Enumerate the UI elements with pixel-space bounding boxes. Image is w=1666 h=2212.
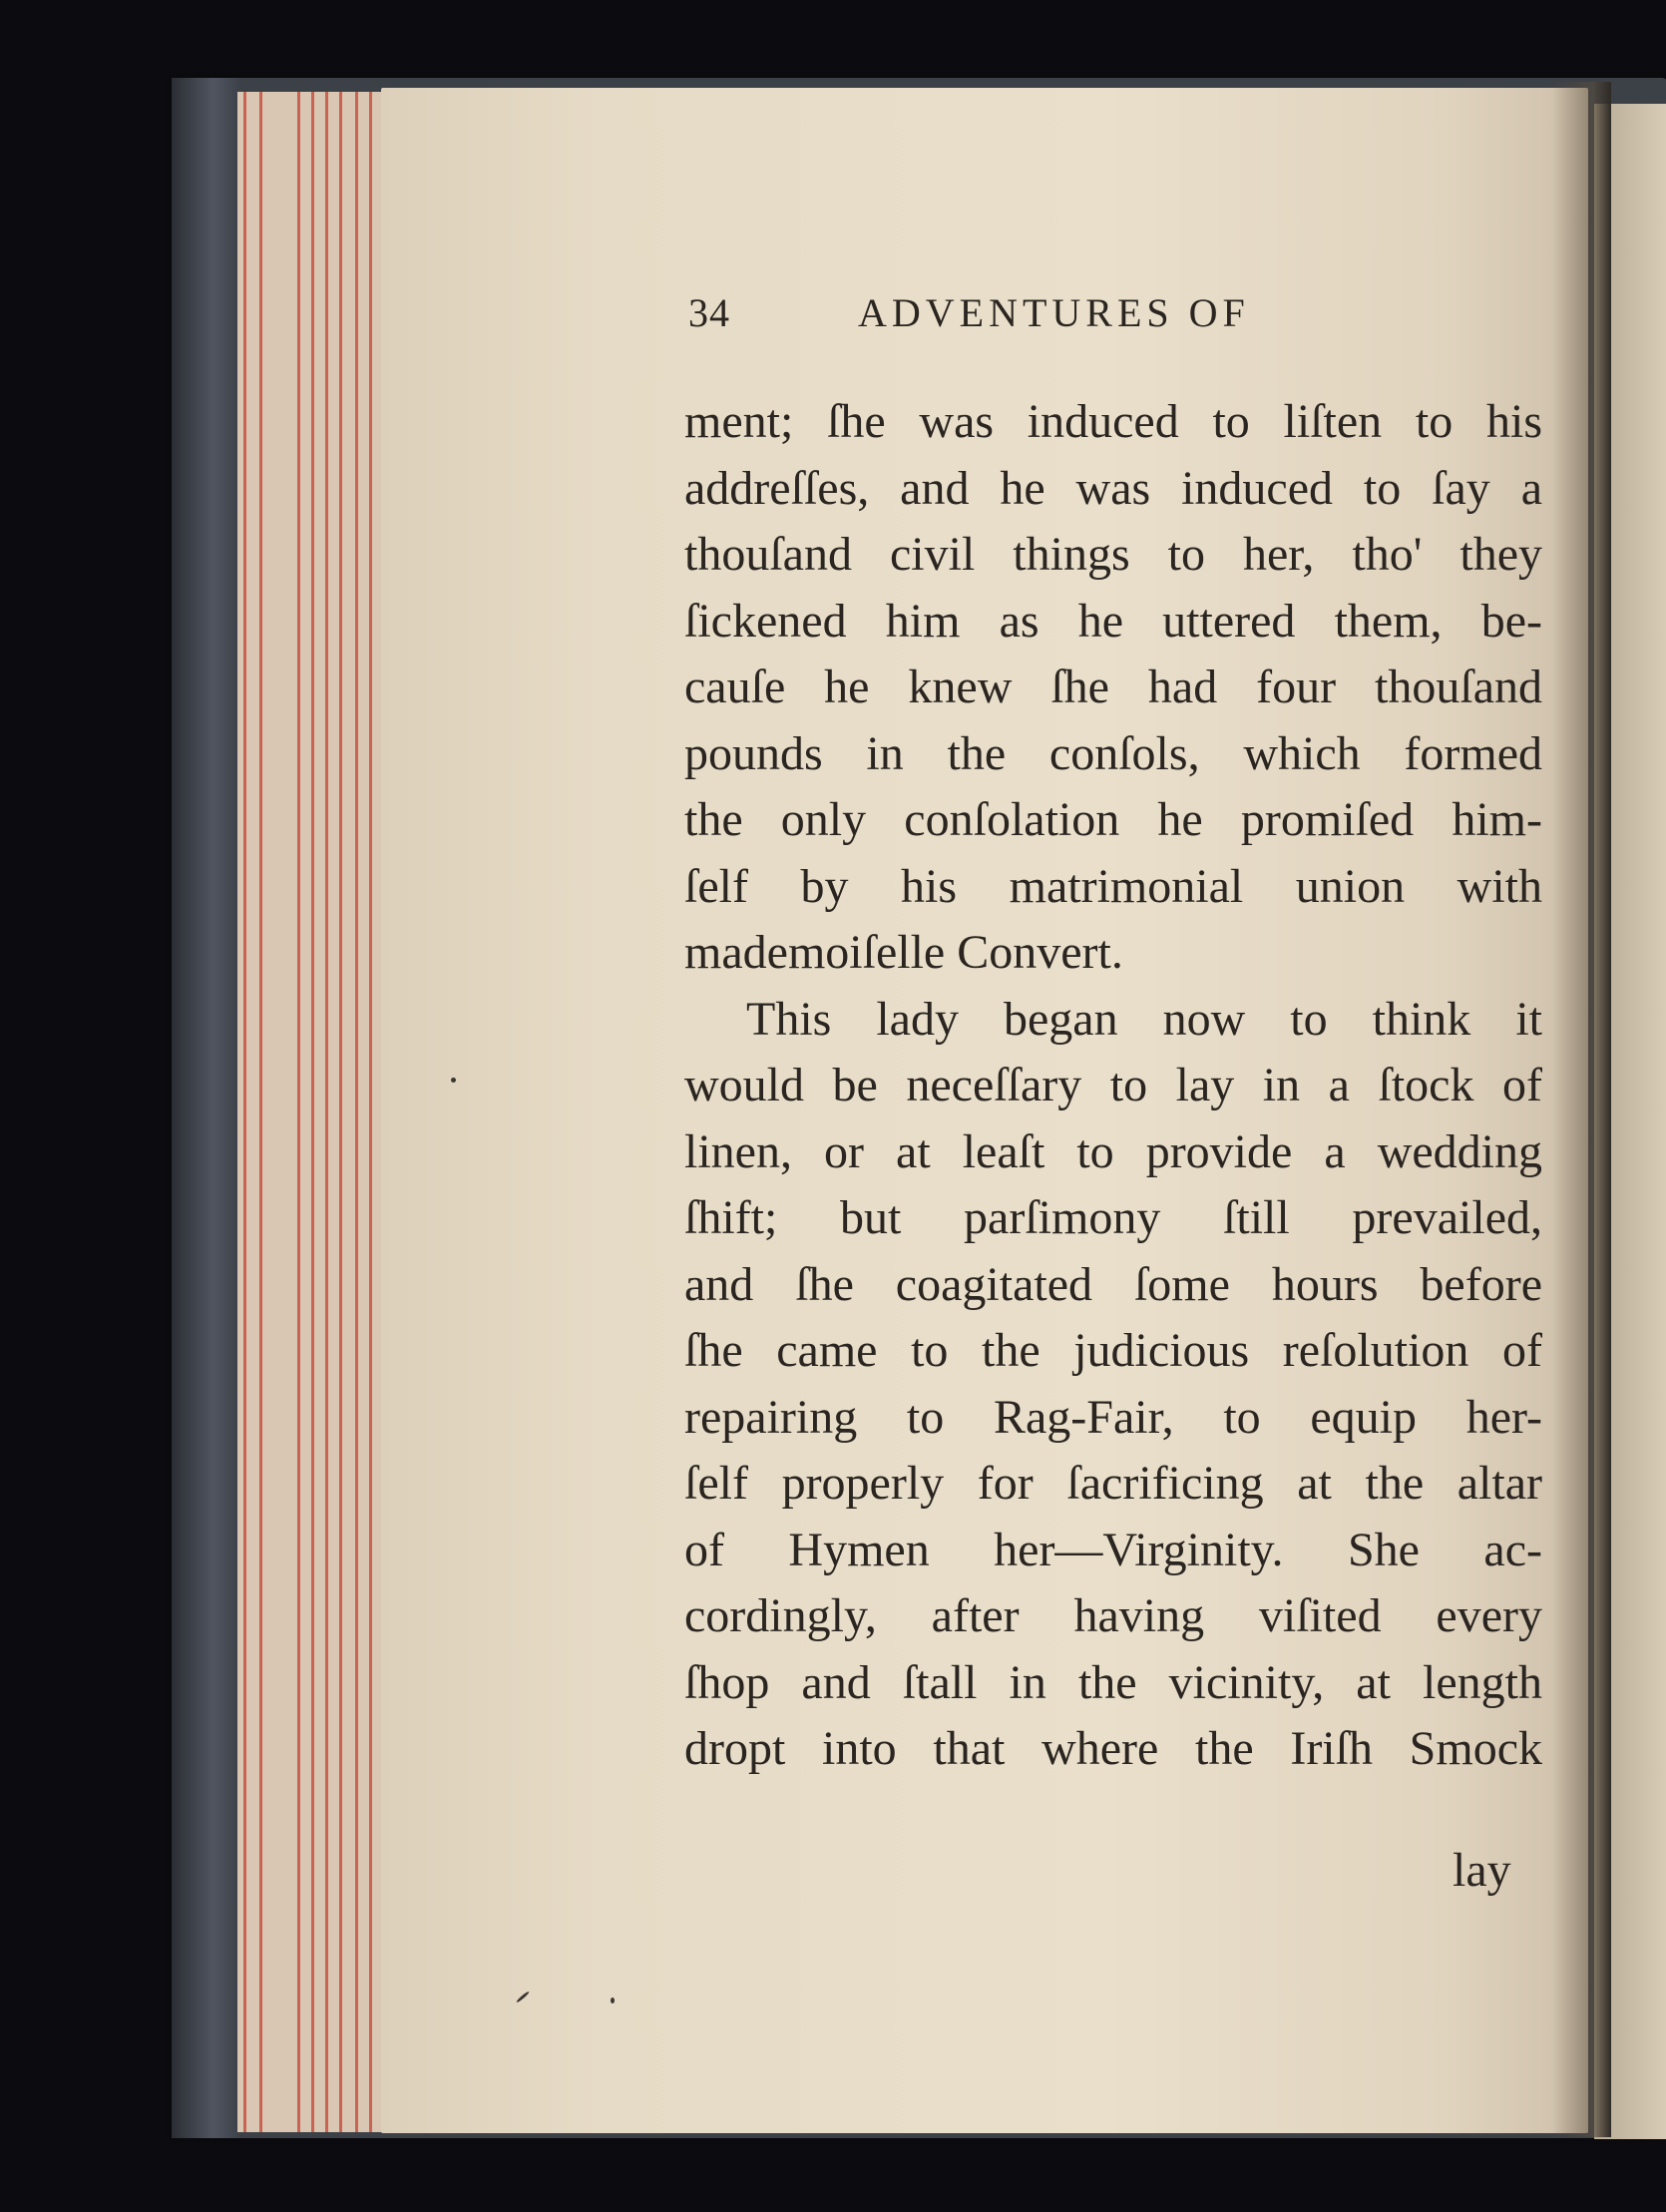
text-line: ment; ſhe was induced to liſten to his bbox=[684, 395, 1542, 448]
text-line: linen, or at leaſt to provide a wedding bbox=[684, 1124, 1542, 1178]
text-line: pounds in the conſols, which formed bbox=[684, 726, 1542, 780]
text-line: of Hymen her—Virginity. She ac- bbox=[684, 1523, 1542, 1576]
text-line: ſhift; but parſimony ſtill prevailed, bbox=[684, 1191, 1542, 1244]
text-line: and ſhe coagitated ſome hours before bbox=[684, 1257, 1542, 1311]
text-line: ſhe came to the judicious reſolution of bbox=[684, 1324, 1542, 1377]
text-line: mademoiſelle Convert. bbox=[684, 926, 1123, 979]
ink-speck bbox=[451, 1078, 456, 1083]
text-line: ſelf properly for ſacrificing at the altar bbox=[684, 1457, 1542, 1510]
text-line: cordingly, after having viſited every bbox=[684, 1589, 1542, 1642]
running-title: ADVENTURES OF bbox=[858, 290, 1250, 335]
text-line: cauſe he knew ſhe had four thouſand bbox=[684, 661, 1542, 713]
text-line: ſhop and ſtall in the vicinity, at length bbox=[684, 1655, 1542, 1709]
text-line: the only conſolation he promiſed him- bbox=[684, 793, 1542, 846]
text-line: This lady began now to think it bbox=[746, 992, 1542, 1046]
text-line: addreſſes, and he was induced to ſay a bbox=[684, 461, 1542, 515]
page-number: 34 bbox=[688, 290, 730, 335]
page-gutter bbox=[1551, 82, 1611, 2137]
catchword: lay bbox=[1453, 1844, 1511, 1897]
text-line: repairing to Rag-Fair, to equip her- bbox=[684, 1390, 1542, 1444]
book-spine bbox=[172, 78, 241, 2138]
text-line: ſickened him as he uttered them, be- bbox=[684, 594, 1542, 648]
text-line: ſelf by his matrimonial union with bbox=[684, 859, 1542, 913]
text-line: thouſand civil things to her, tho' they bbox=[684, 528, 1542, 581]
body-text bbox=[684, 389, 1542, 1783]
text-line: would be neceſſary to lay in a ſtock of bbox=[684, 1059, 1542, 1111]
running-head bbox=[688, 289, 1387, 349]
ink-speck bbox=[611, 1997, 615, 2003]
text-line: dropt into that where the Iriſh Smock bbox=[684, 1722, 1542, 1775]
